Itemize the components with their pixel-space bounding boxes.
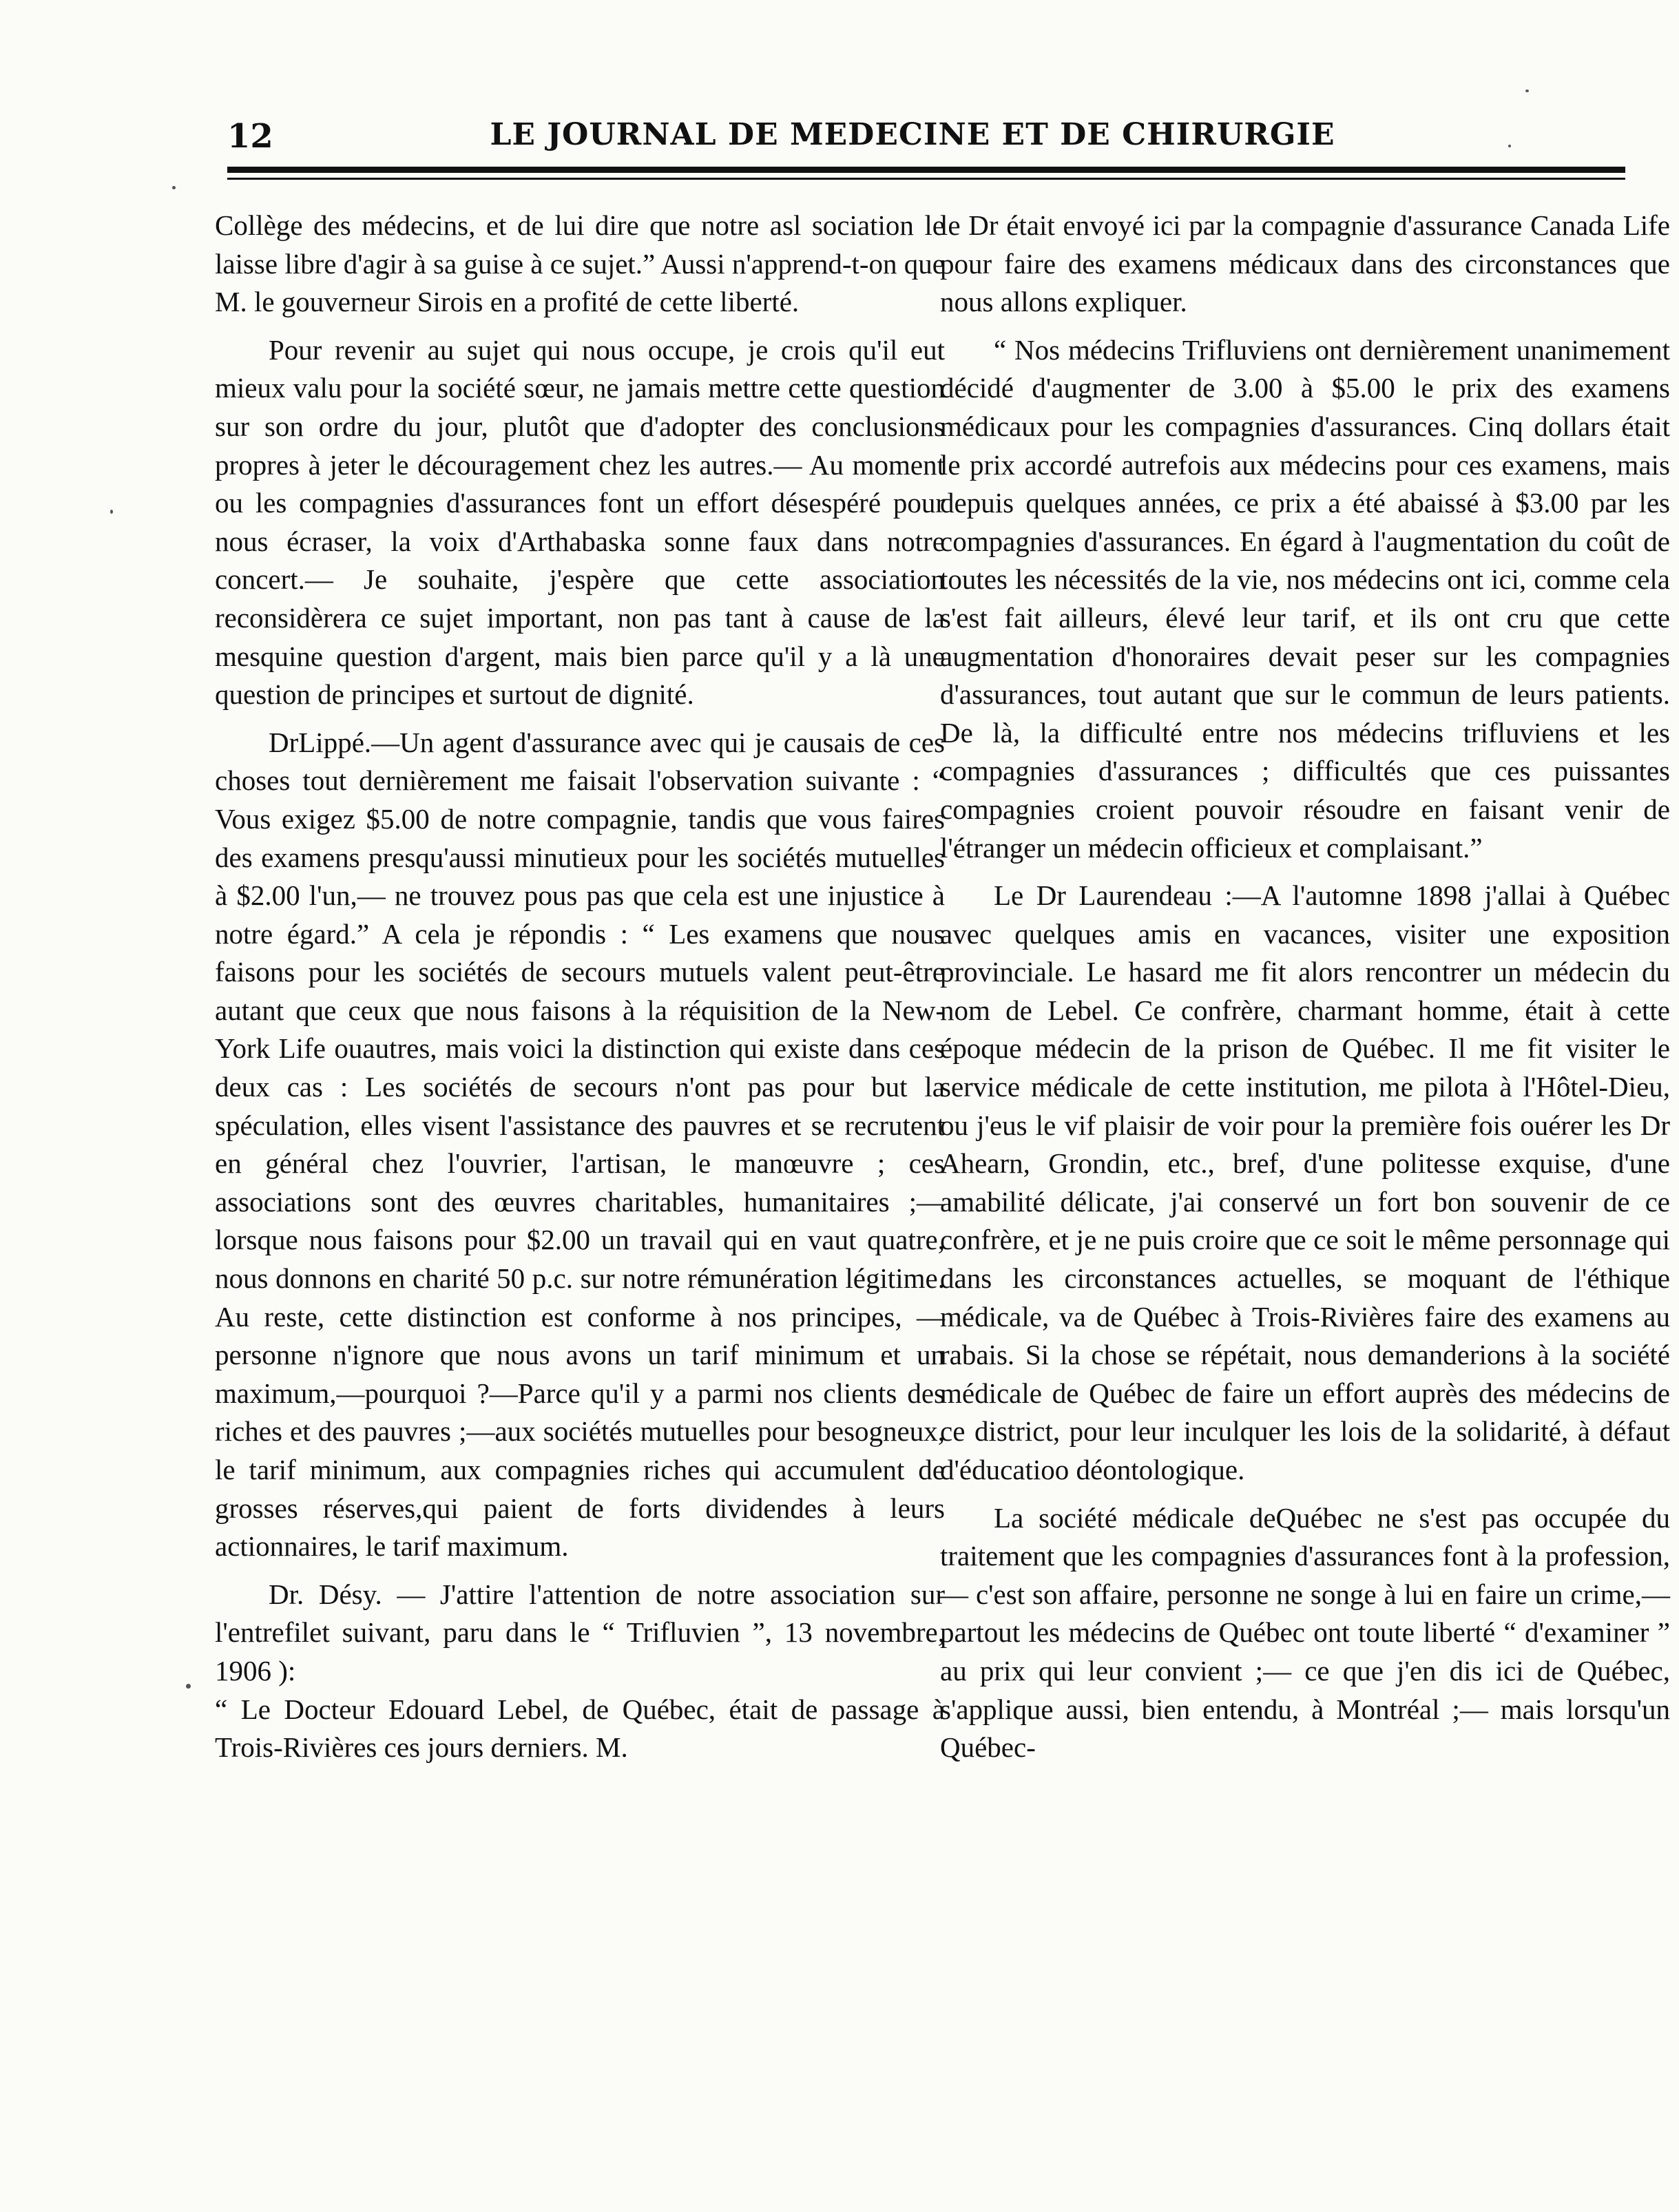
header-rule-thin — [227, 178, 1625, 180]
paragraph: le Dr était envoyé ici par la compagnie d'assurance Canada Life pour faire des examens médicaux dans des circonstances que nous allons expliquer. — [940, 209, 1670, 318]
page-number: 12 — [227, 117, 273, 156]
header-rule — [227, 167, 1625, 173]
paragraph: Pour revenir au sujet qui nous occupe, je crois qu'il eut mieux valu pour la société sœur, ne jamais mettre cette question sur son ordre du jour, plutôt que d'adopter des conclusions propres à jeter le découragement chez les autres.— Au moment ou les compagnies d'assurances font un effort désespéré pour nous écraser, la voix d'Arthabaska sonne faux dans notre concert.— Je souhaite, j'espère que cette association reconsidèrera ce sujet important, non pas tant à cause de la mesquine question d'argent, mais bien parce qu'il y a là une question de principes et surtout de dignité. — [215, 333, 945, 711]
scan-speck — [1508, 145, 1511, 147]
paragraph: DrLippé.—Un agent d'assurance avec qui je causais de ces choses tout dernièrement me faisait l'observation suivante : “ Vous exigez $5.00 de notre compagnie, tandis que vous faires des examens presqu'aussi minutieux pour les sociétés mutuelles à $2.00 l'un,— ne trouvez pous pas que cela est une injustice à notre égard.” A cela je répondis : “ Les examens que nous faisons pour les sociétés de secours mutuels valent peut-être autant que ceux que nous faisons à la réquisition de la New-York Life ouautres, mais voici la distinction qui existe dans ces deux cas : Les sociétés de secours n'ont pas pour but la spéculation, elles visent l'assistance des pauvres et se recrutent en général chez l'ouvrier, l'artisan, le manœuvre ; ces associations sont des œuvres charitables, humanitaires ;—lorsque nous faisons pour $2.00 un travail qui en vaut quatre, nous donnons en charité 50 p.c. sur notre rémunération légitime. Au reste, cette distinction est conforme à nos principes, — personne n'ignore que nous avons un tarif minimum et un maximum,—pourquoi ?—Parce qu'il y a parmi nos clients des riches et des pauvres ;—aux sociétés mutuelles pour besogneux, le tarif minimum, aux compagnies riches qui accumulent de grosses réserves,qui paient de forts dividendes à leurs actionnaires, le tarif maximum. — [215, 726, 945, 1563]
scan-speck — [110, 510, 113, 514]
right-column — [940, 207, 1670, 1777]
left-column — [215, 207, 945, 1777]
journal-title: LE JOURNAL DE MEDECINE ET DE CHIRURGIE — [490, 117, 1335, 152]
scan-speck — [186, 1684, 191, 1689]
paragraph: Collège des médecins, et de lui dire que notre asl sociation le laisse libre d'agir à sa guise à ce sujet.” Aussi n'apprend-t-on que M. le gouverneur Sirois en a profité de cette liberté. — [215, 209, 945, 318]
paragraph: “ Le Docteur Edouard Lebel, de Québec, était de passage à Trois-Rivières ces jours derniers. M. — [215, 1693, 945, 1764]
scan-speck — [172, 186, 176, 189]
scan-speck — [1525, 90, 1529, 92]
paragraph: Dr. Désy. — J'attire l'attention de notre association sur l'entrefilet suivant, paru dans le “ Trifluvien ”, 13 novembre, 1906 ): — [215, 1578, 945, 1687]
page-header — [227, 117, 1625, 165]
paragraph: Le Dr Laurendeau :—A l'automne 1898 j'allai à Québec avec quelques amis en vacances, visiter une exposition provinciale. Le hasard me fit alors rencontrer un médecin du nom de Lebel. Ce confrère, charmant homme, était à cette époque médecin de la prison de Québec. Il me fit visiter le service médicale de cette institution, me pilota à l'Hôtel-Dieu, ou j'eus le vif plaisir de voir pour la première fois ouérer les Dr Ahearn, Grondin, etc., bref, d'une politesse exquise, d'une amabilité délicate, j'ai conservé un fort bon souvenir de ce confrère, et je ne puis croire que ce soit le même personnage qui dans les circonstances actuelles, se moquant de l'éthique médicale, va de Québec à Trois-Rivières faire des examens au rabais. Si la chose se répétait, nous demanderions à la société médicale de Québec de faire un effort auprès des médecins de ce district, pour leur inculquer les lois de la solidarité, à défaut d'éducatioo déontologique. — [940, 879, 1670, 1485]
paragraph: La société médicale deQuébec ne s'est pas occupée du traitement que les compagnies d'assurances font à la profession, — c'est son affaire, personne ne songe à lui en faire un crime,— partout les médecins de Québec ont toute liberté “ d'examiner ” au prix qui leur convient ;— ce que j'en dis ici de Québec, s'applique aussi, bien entendu, à Montréal ;— mais lorsqu'un Québec- — [940, 1501, 1670, 1764]
paragraph: “ Nos médecins Trifluviens ont dernièrement unanimement décidé d'augmenter de 3.00 à $5.00 le prix des examens médicaux pour les compagnies d'assurances. Cinq dollars était le prix accordé autrefois aux médecins pour ces examens, mais depuis quelques années, ce prix a été abaissé à $3.00 par les compagnies d'assurances. En égard à l'augmentation du coût de toutes les nécessités de la vie, nos médecins ont ici, comme cela s'est fait ailleurs, élevé leur tarif, et ils ont cru que cette augmentation d'honoraires devait peser sur les compagnies d'assurances, tout autant que sur le commun de leurs patients. De là, la difficulté entre nos médecins trifluviens et les compagnies d'assurances ; difficultés que ces puissantes compagnies croient pouvoir résoudre en faisant venir de l'étranger un médecin officieux et complaisant.” — [940, 333, 1670, 864]
